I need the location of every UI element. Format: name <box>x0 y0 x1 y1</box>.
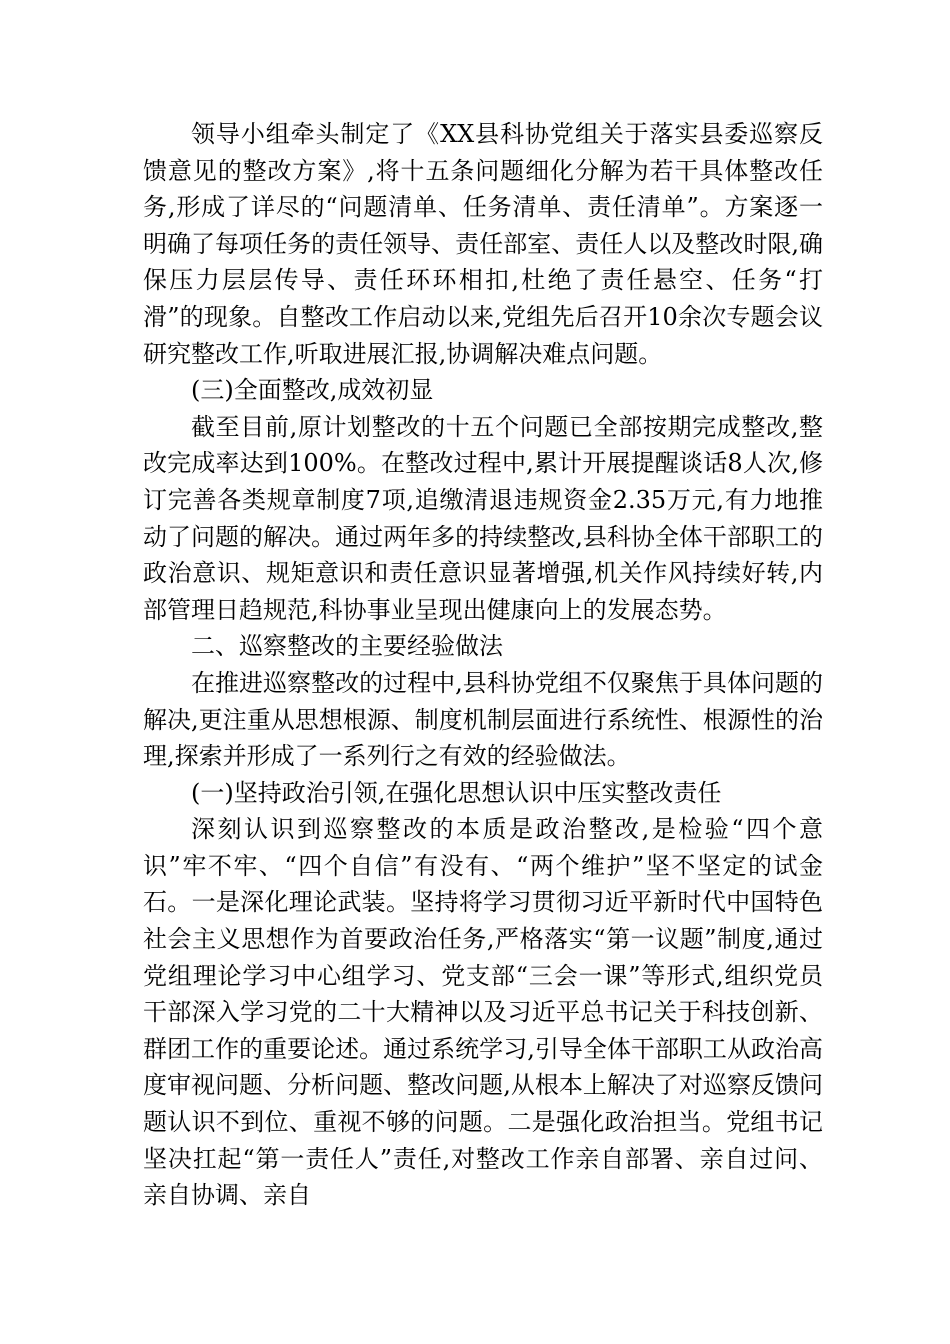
paragraph-political-leadership: 深刻认识到巡察整改的本质是政治整改,是检验“四个意识”牢不牢、“四个自信”有没有、“两个维护”坚不坚定的试金石。一是深化理论武装。坚持将学习贯彻习近平新时代中国特色社会主义思想作为首要政治任务,严格落实“第一议题”制度,通过党组理论学习中心组学习、党支部“三会一课”等形式,组织党员干部深入学习党的二十大精神以及习近平总书记关于科技创新、群团工作的重要论述。通过系统学习,引导全体干部职工从政治高度审视问题、分析问题、整改问题,从根本上解决了对巡察反馈问题认识不到位、重视不够的问题。二是强化政治担当。党组书记坚决扛起“第一责任人”责任,对整改工作亲自部署、亲自过问、亲自协调、亲自 <box>143 815 823 1210</box>
section-heading-1: (一)坚持政治引领,在强化思想认识中压实整改责任 <box>191 778 722 807</box>
paragraph-results: 截至目前,原计划整改的十五个问题已全部按期完成整改,整改完成率达到100%。在整改过程中,累计开展提醒谈话8人次,修订完善各类规章制度7项,追缴清退违规资金2.35万元,有力地推动了问题的解决。通过两年多的持续整改,县科协全体干部职工的政治意识、规矩意识和责任意识显著增强,机关作风持续好转,内部管理日趋规范,科协事业呈现出健康向上的发展态势。 <box>143 412 823 624</box>
document-body <box>143 116 823 1214</box>
chapter-heading-2: 二、巡察整改的主要经验做法 <box>191 632 503 661</box>
paragraph-experience-intro: 在推进巡察整改的过程中,县科协党组不仅聚焦于具体问题的解决,更注重从思想根源、制度机制层面进行系统性、根源性的治理,探索并形成了一系列行之有效的经验做法。 <box>143 668 823 771</box>
paragraph-rectification-plan: 领导小组牵头制定了《XX县科协党组关于落实县委巡察反馈意见的整改方案》,将十五条问题细化分解为若干具体整改任务,形成了详尽的“问题清单、任务清单、责任清单”。方案逐一明确了每项任务的责任领导、责任部室、责任人以及整改时限,确保压力层层传导、责任环环相扣,杜绝了责任悬空、任务“打滑”的现象。自整改工作启动以来,党组先后召开10余次专题会议研究整改工作,听取进展汇报,协调解决难点问题。 <box>143 120 823 368</box>
section-heading-3: (三)全面整改,成效初显 <box>191 376 434 405</box>
